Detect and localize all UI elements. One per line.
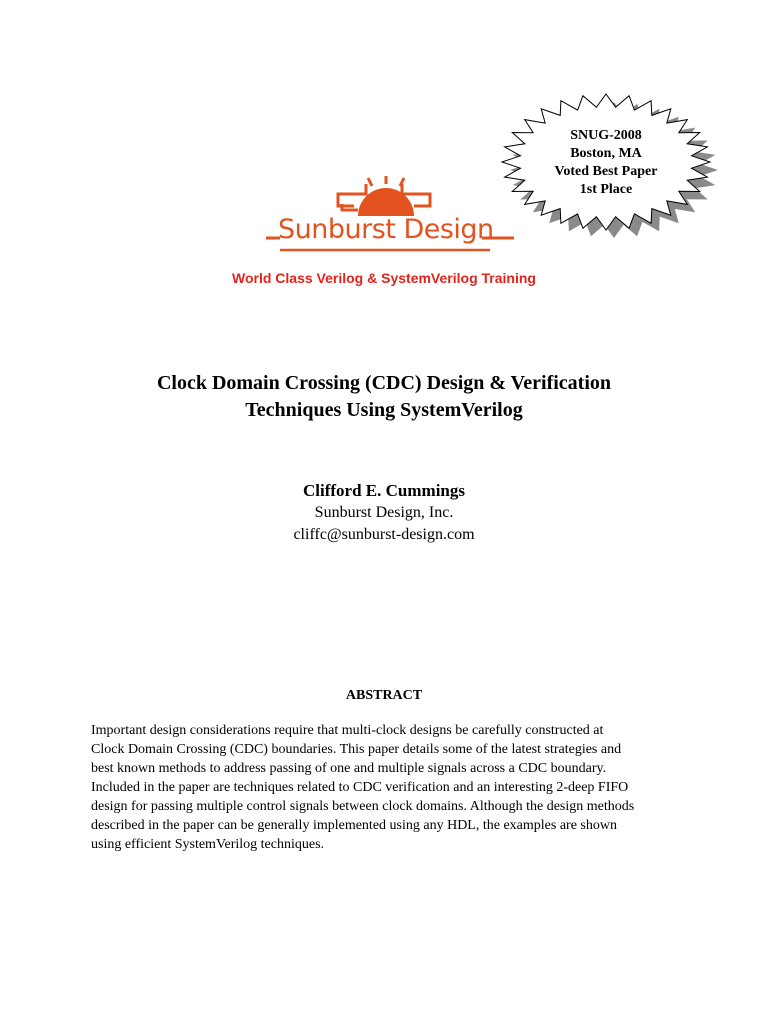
abstract-body xyxy=(91,721,691,854)
author-email: cliffc@sunburst-design.com xyxy=(293,526,475,543)
abstract-heading: ABSTRACT xyxy=(345,688,423,703)
author-organization: Sunburst Design, Inc. xyxy=(314,504,454,521)
badge-line-location: Boston, MA xyxy=(570,146,642,161)
paper-title xyxy=(0,370,768,424)
logo-wordmark: Sunburst Design xyxy=(278,214,494,245)
badge-line-event: SNUG-2008 xyxy=(570,128,642,143)
abstract-line: described in the paper can be generally implemented using any HDL, the examples are shown xyxy=(91,818,617,833)
abstract-line: Important design considerations require that multi-clock designs be carefully constructed at xyxy=(91,723,604,738)
sunburst-design-logo xyxy=(246,176,522,258)
badge-line-award: Voted Best Paper xyxy=(554,164,658,179)
abstract-line: best known methods to address passing of one and multiple signals across a CDC boundary. xyxy=(91,761,607,776)
author-block xyxy=(0,480,768,546)
abstract-line: Included in the paper are techniques related to CDC verification and an interesting 2-deep FIFO xyxy=(91,780,629,795)
paper-title-line-1: Clock Domain Crossing (CDC) Design & Verification xyxy=(156,372,612,394)
abstract-line: design for passing multiple control signals between clock domains. Although the design methods xyxy=(91,799,635,814)
paper-title-line-2: Techniques Using SystemVerilog xyxy=(245,399,523,421)
logo-tagline: World Class Verilog & SystemVerilog Training xyxy=(232,270,536,286)
author-name: Clifford E. Cummings xyxy=(303,481,465,500)
badge-line-place: 1st Place xyxy=(579,182,633,197)
badge-text xyxy=(500,127,712,199)
award-starburst-badge xyxy=(500,90,728,250)
abstract-line: Clock Domain Crossing (CDC) boundaries. This paper details some of the latest strategies and xyxy=(91,742,622,757)
abstract-line: using efficient SystemVerilog techniques. xyxy=(91,837,325,852)
